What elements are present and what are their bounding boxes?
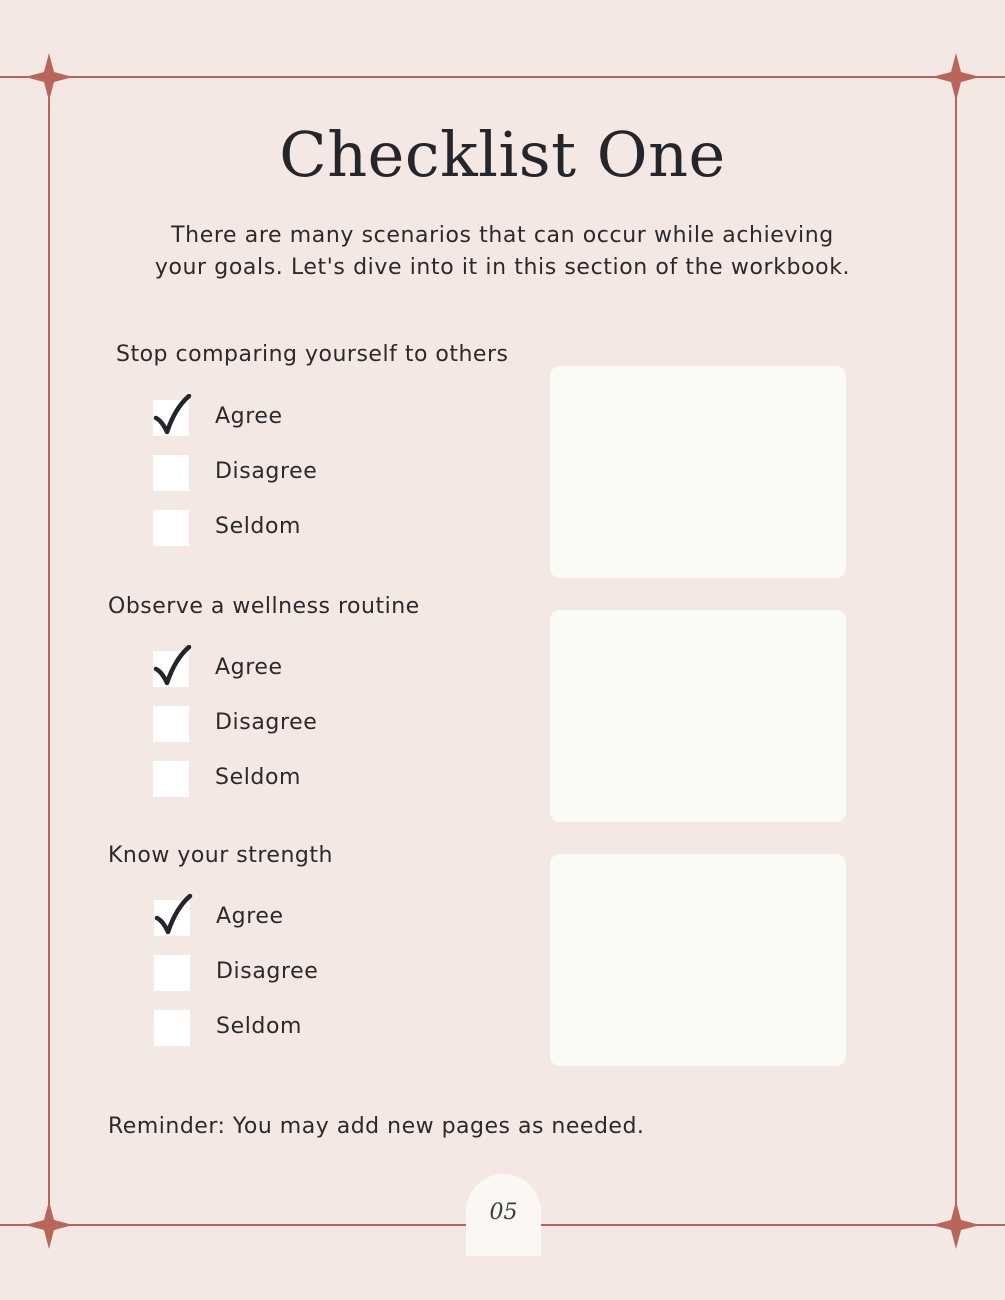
corner-star-icon — [932, 53, 980, 101]
checkmark-icon — [154, 894, 194, 938]
checkbox[interactable] — [153, 761, 189, 797]
option-label: Seldom — [215, 765, 302, 790]
corner-star-icon — [932, 1201, 980, 1249]
checkbox[interactable] — [153, 455, 189, 491]
option-label: Disagree — [215, 459, 318, 484]
page-number: 05 — [489, 1200, 518, 1225]
checkbox[interactable] — [153, 510, 189, 546]
option-label: Seldom — [216, 1014, 303, 1039]
option-label: Disagree — [216, 959, 319, 984]
intro-line-2: your goals. Let's dive into it in this section of the workbook. — [154, 255, 851, 280]
page-number-tab — [466, 1174, 541, 1256]
question-title: Know your strength — [108, 843, 333, 868]
option-label: Agree — [215, 655, 283, 680]
checkmark-icon — [153, 645, 193, 689]
corner-star-icon — [25, 1201, 73, 1249]
option-label: Seldom — [215, 514, 302, 539]
option-label: Agree — [216, 904, 284, 929]
checkbox[interactable] — [154, 900, 190, 936]
checkbox[interactable] — [153, 706, 189, 742]
checkbox[interactable] — [153, 651, 189, 687]
page-title: Checklist One — [279, 118, 726, 191]
reminder-text: Reminder: You may add new pages as needed. — [108, 1114, 645, 1139]
notes-box[interactable] — [550, 366, 846, 578]
frame-top-line — [0, 76, 1005, 78]
checkbox[interactable] — [154, 1010, 190, 1046]
corner-star-icon — [25, 53, 73, 101]
notes-box[interactable] — [550, 610, 846, 822]
question-title: Stop comparing yourself to others — [116, 342, 509, 367]
question-title: Observe a wellness routine — [108, 594, 420, 619]
frame-left-line — [48, 76, 50, 1226]
intro-text — [100, 220, 905, 284]
checkbox[interactable] — [153, 400, 189, 436]
notes-box[interactable] — [550, 854, 846, 1066]
checkmark-icon — [153, 394, 193, 438]
intro-line-1: There are many scenarios that can occur while achieving — [171, 223, 834, 248]
option-label: Agree — [215, 404, 283, 429]
option-label: Disagree — [215, 710, 318, 735]
checkbox[interactable] — [154, 955, 190, 991]
frame-right-line — [955, 76, 957, 1226]
